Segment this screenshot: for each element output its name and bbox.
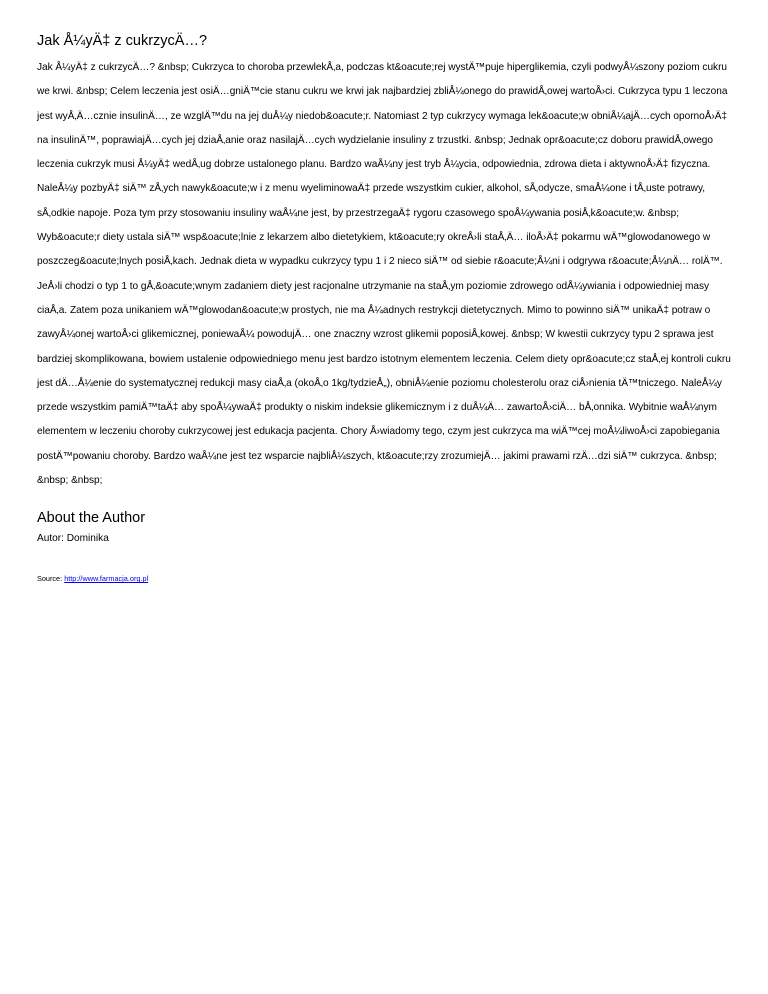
author-name: Autor: Dominika <box>37 533 109 545</box>
source-line <box>37 574 731 584</box>
about-author-heading: About the Author <box>37 510 146 527</box>
source-link[interactable]: http://www.farmacja.org.pl <box>64 574 149 584</box>
source-label: Source: <box>37 574 65 584</box>
article-body: Jak Å¼yÄ‡ z cukrzycÄ…? &nbsp; Cukrzyca to choroba przewlekÅ‚a, podczas kt&oacute;rej wystÄ™puje hiperglikemia, czyli podwyÅ¼szony poziom cukru we krwi. &nbsp; Celem leczenia jest osiÄ…gniÄ™cie stanu cukru we krwi jak najbardziej zbliÅ¼onego do prawidÅ‚owej wartoÅ›ci. Cukrzyca typu 1 leczona jest wyÅ‚Ä…cznie insulinÄ…, ze wzglÄ™du na jej duÅ¼y niedob&oacute;r. Natomiast 2 typ cukrzycy wymaga lek&oacute;w obniÅ¼ajÄ…cych opornoÅ›Ä‡ na insulinÄ™, poprawiajÄ…cych jej dziaÅ‚anie oraz nasilajÄ…cych wydzielanie insuliny z trzustki. &nbsp; Jednak opr&oacute;cz doboru prawidÅ‚owego leczenia cukrzyk musi Å¼yÄ‡ wedÅ‚ug dobrze ustalonego planu. Bardzo waÅ¼ny jest tryb Å¼ycia, odpowiednia, zdrowa dieta i aktywnoÅ›Ä‡ fizyczna. NaleÅ¼y pozbyÄ‡ siÄ™ zÅ‚ych nawyk&oacute;w i z menu wyeliminowaÄ‡ przede wszystkim cukier, alkohol, sÅ‚odycze, smaÅ¼one i tÅ‚uste potrawy, sÅ‚odkie napoje. Poza tym przy stosowaniu insuliny waÅ¼ne jest, by przestrzegaÄ‡ rygoru czasowego spoÅ¼ywania posiÅ‚k&oacute;w. &nbsp; Wyb&oacute;r diety ustala siÄ™ wsp&oacute;lnie z lekarzem albo dietetykiem, kt&oacute;ry okreÅ›li staÅ‚Ä… iloÅ›Ä‡ pokarmu wÄ™glowodanowego w poszczeg&oacute;lnych posiÅ‚kach. Jednak dieta w wypadku cukrzycy typu 1 i 2 nieco siÄ™ od siebie r&oacute;Å¼ni i odgrywa r&oacute;Å¼nÄ… rolÄ™. JeÅ›li chodzi o typ 1 to gÅ‚&oacute;wnym zadaniem diety jest racjonalne utrzymanie na staÅ‚ym poziomie zdrowego odÅ¼ywiania i odpowiedniej masy ciaÅ‚a. Zatem poza unikaniem wÄ™glowodan&oacute;w prostych, nie ma Å¼adnych restrykcji dietetycznych. Mimo to powinno siÄ™ unikaÄ‡ potraw o zawyÅ¼onej wartoÅ›ci glikemicznej, poniewaÅ¼ powodujÄ… one znaczny wzrost glikemii poposiÅ‚kowej. &nbsp; W kwestii cukrzycy typu 2 sprawa jest bardziej skomplikowana, bowiem ustalenie odpowiedniego menu jest bardzo istotnym elementem leczenia. Celem diety opr&oacute;cz staÅ‚ej kontroli cukru jest dÄ…Å¼enie do systematycznej redukcji masy ciaÅ‚a (okoÅ‚o 1kg/tydzieÅ„), obniÅ¼enie poziomu cholesterolu oraz ciÅ›nienia tÄ™tniczego. NaleÅ¼y przede wszystkim pamiÄ™taÄ‡ aby spoÅ¼ywaÄ‡ produkty o niskim indeksie glikemicznym i z duÅ¼Ä… zawartoÅ›ciÄ… bÅ‚onnika. Wybitnie waÅ¼nym elementem w leczeniu choroby cukrzycowej jest edukacja pacjenta. Chory Å›wiadomy tego, czym jest cukrzyca ma wiÄ™cej moÅ¼liwoÅ›ci zapobiegania postÄ™powaniu choroby. Bardzo waÅ¼ne jest tez wsparcie najbliÅ¼szych, kt&oacute;rzy zrozumiejÄ… jakimi prawami rzÄ…dzi siÄ™ cukrzyca. &nbsp; &nbsp; &nbsp; <box>37 62 731 487</box>
article-title: Jak Å¼yÄ‡ z cukrzycÄ…? <box>37 33 208 49</box>
